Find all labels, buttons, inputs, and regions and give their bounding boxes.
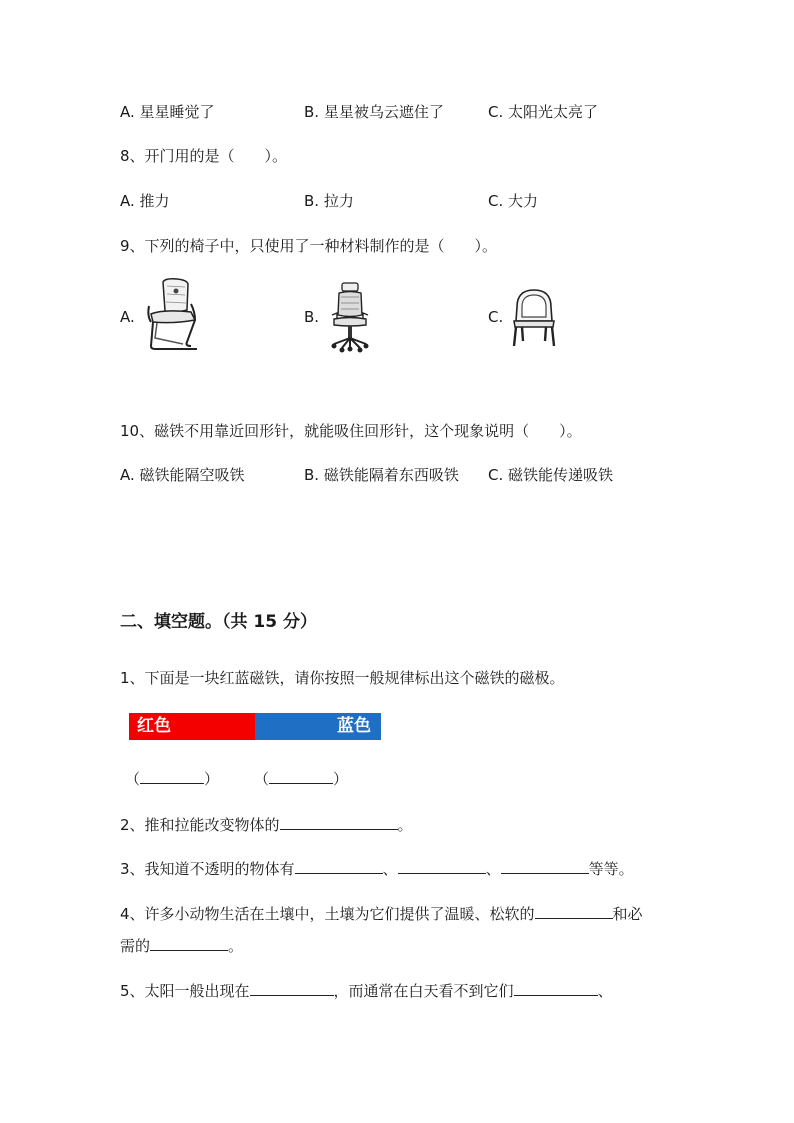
q8-option-a: A. 推力 (120, 192, 170, 210)
magnet-red-half: 红色 (129, 713, 255, 740)
fill4-question (120, 902, 643, 924)
q10-option-c: C. 磁铁能传递吸铁 (488, 466, 614, 484)
fill2-question (120, 813, 413, 835)
fill3-end: 等等。 (588, 860, 634, 878)
q8-option-c: C. 大力 (488, 192, 539, 210)
fill5-question (120, 979, 613, 1001)
answer-blank[interactable] (398, 857, 486, 874)
answer-blank[interactable] (280, 813, 398, 830)
fill3-question (120, 857, 634, 879)
cushioned-chair-icon (143, 276, 201, 352)
fill3-text: 3、我知道不透明的物体有 (120, 860, 295, 878)
answer-blank[interactable] (269, 767, 333, 784)
fill4-mid: 和必 (612, 905, 643, 923)
answer-blank[interactable] (535, 902, 613, 919)
answer-blank[interactable] (295, 857, 383, 874)
plastic-chair-icon (511, 287, 557, 349)
fill3-sep: 、 (485, 860, 501, 878)
answer-blank[interactable] (250, 979, 334, 996)
q7-option-b: B. 星星被乌云遮住了 (304, 103, 444, 121)
paren-open: （ (254, 770, 270, 788)
fill5-mid: ，而通常在白天看不到它们 (333, 982, 514, 1000)
section-title: 二、填空题。（共 15 分） (120, 612, 317, 632)
fill4-question-line2 (120, 934, 243, 956)
q10-option-b: B. 磁铁能隔着东西吸铁 (304, 466, 459, 484)
fill2-text: 2、推和拉能改变物体的 (120, 816, 280, 834)
fill2-end: 。 (397, 816, 413, 834)
answer-blank[interactable] (140, 767, 204, 784)
q8-option-b: B. 拉力 (304, 192, 354, 210)
answer-blank[interactable] (150, 934, 228, 951)
q8-question: 8、开门用的是（ ）。 (120, 147, 288, 165)
fill1-question: 1、下面是一块红蓝磁铁，请你按照一般规律标出这个磁铁的磁极。 (120, 669, 565, 687)
paren-open: （ (125, 770, 141, 788)
q7-option-c: C. 太阳光太亮了 (488, 103, 599, 121)
q9-option-a: A. (120, 308, 135, 326)
magnet-blue-half: 蓝色 (255, 713, 381, 740)
fill4-text: 4、许多小动物生活在土壤中，土壤为它们提供了温暖、松软的 (120, 905, 535, 923)
fill4-text2: 需的 (120, 937, 151, 955)
answer-blank[interactable] (514, 979, 598, 996)
q9-option-b: B. (304, 308, 320, 326)
fill4-end: 。 (228, 937, 244, 955)
paren-close: ） (204, 770, 220, 788)
red-blue-magnet (129, 713, 381, 740)
fill3-sep: 、 (382, 860, 398, 878)
fill5-text: 5、太阳一般出现在 (120, 982, 250, 1000)
paren-close: ） (333, 770, 349, 788)
q9-question: 9、下列的椅子中，只使用了一种材料制作的是（ ）。 (120, 237, 498, 255)
office-chair-icon (328, 281, 374, 353)
q10-question: 10、磁铁不用靠近回形针，就能吸住回形针，这个现象说明（ ）。 (120, 422, 582, 440)
fill5-end: 、 (597, 982, 613, 1000)
q10-option-a: A. 磁铁能隔空吸铁 (120, 466, 245, 484)
q7-option-a: A. 星星睡觉了 (120, 103, 215, 121)
pole-answer-left (125, 767, 219, 789)
answer-blank[interactable] (501, 857, 589, 874)
pole-answer-right (254, 767, 348, 789)
q9-option-c: C. (488, 308, 504, 326)
